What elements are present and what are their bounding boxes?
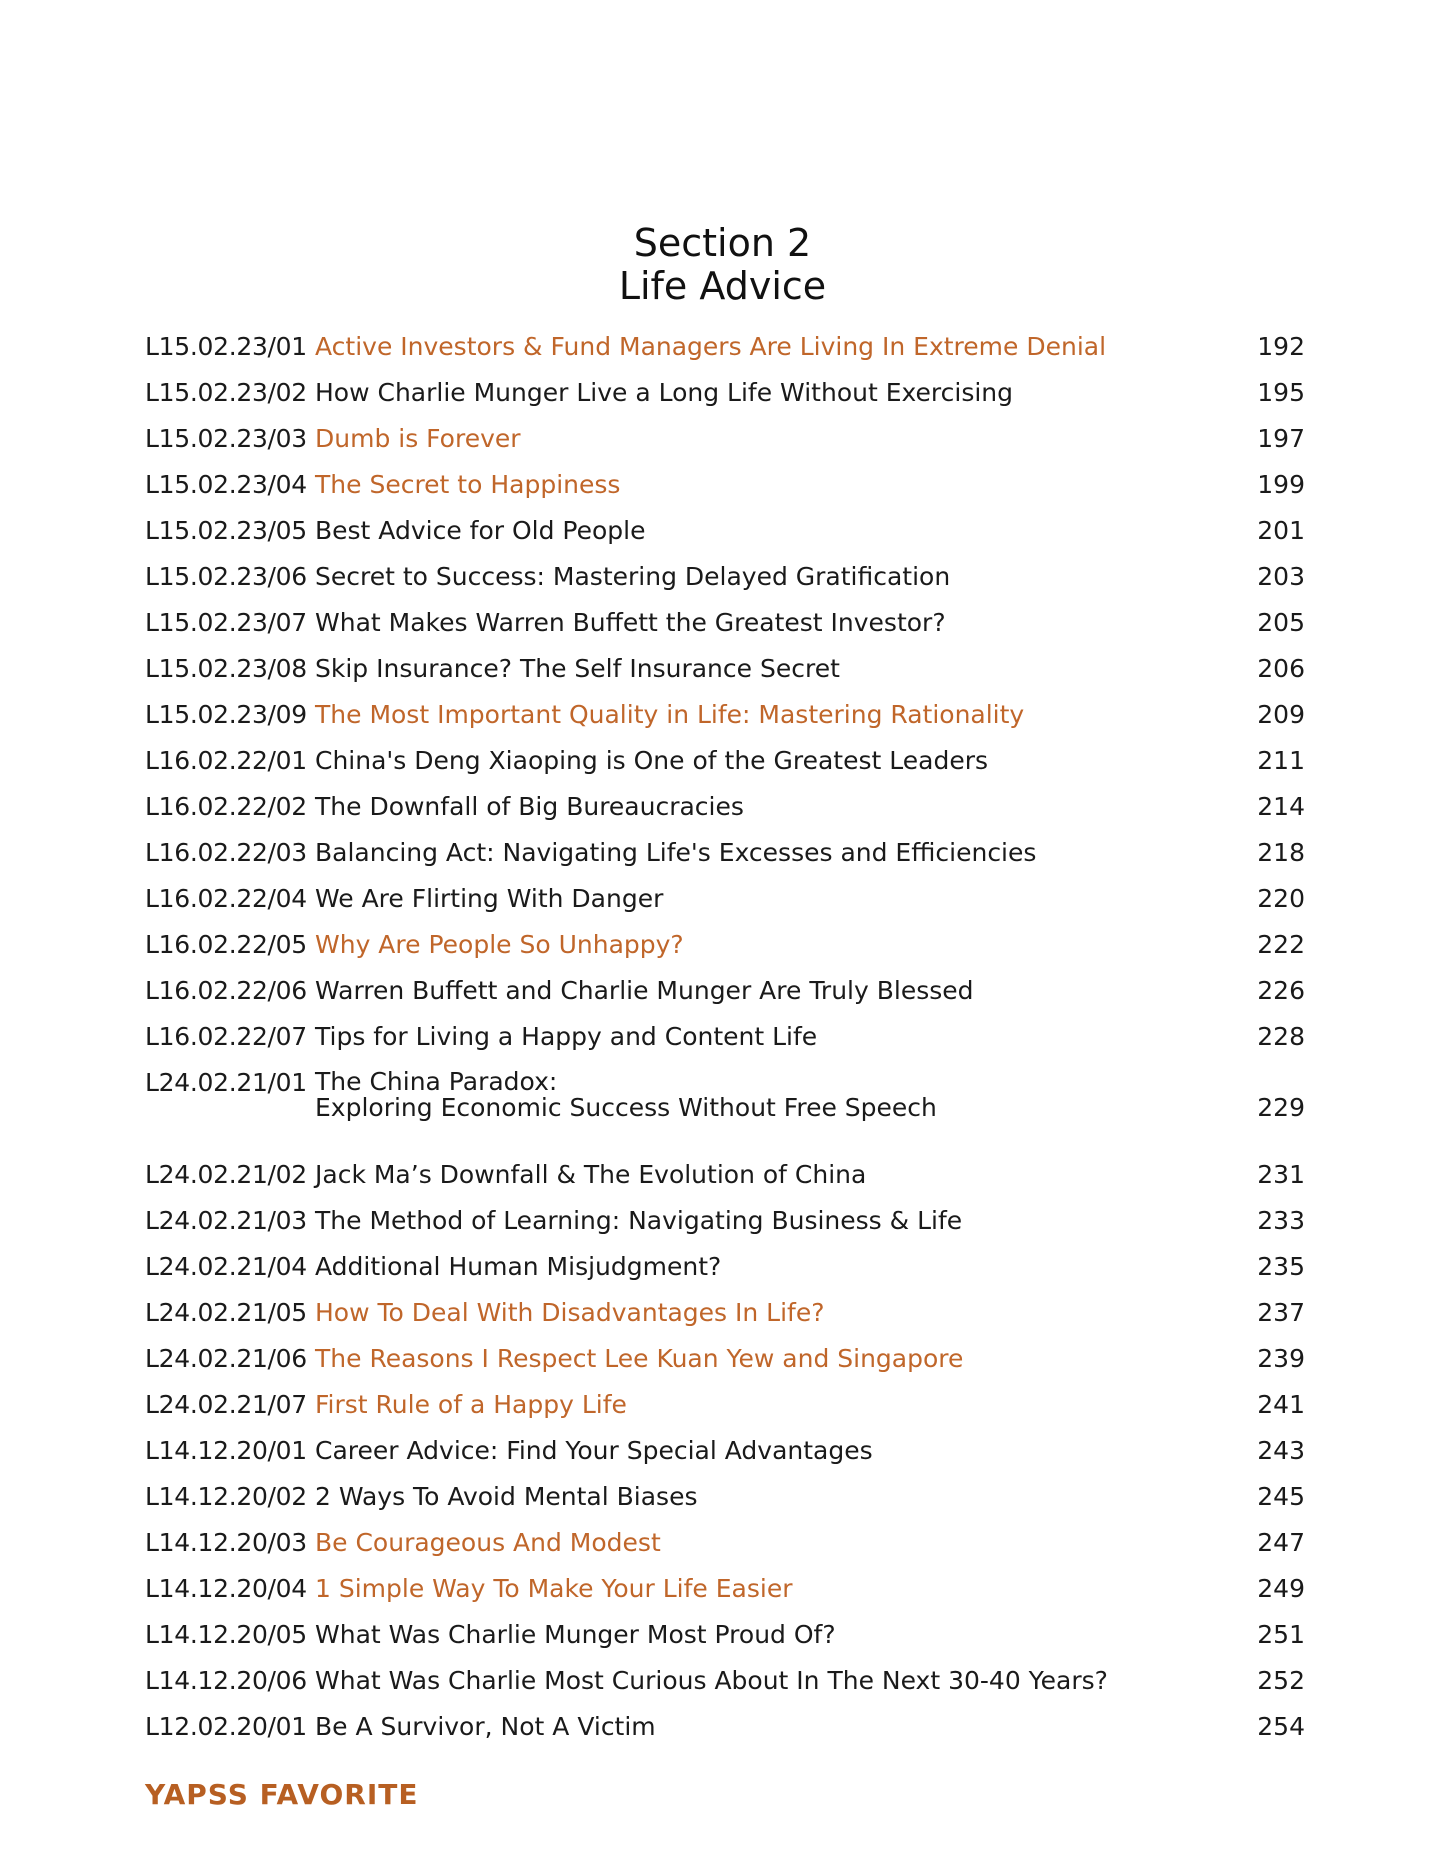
entry-page-number: 209	[1257, 700, 1305, 729]
entry-code: L14.12.20/04	[145, 1574, 307, 1603]
entry-code: L24.02.21/05	[145, 1298, 307, 1327]
toc-entry[interactable]	[145, 1065, 1305, 1157]
section-title: Life Advice	[618, 264, 827, 308]
entry-page-number: 211	[1257, 746, 1305, 775]
entry-title[interactable]: Be A Survivor, Not A Victim	[315, 1712, 656, 1741]
entry-title[interactable]: We Are Flirting With Danger	[315, 884, 664, 913]
entry-page-number: 249	[1257, 1574, 1305, 1603]
entry-page-number: 245	[1257, 1482, 1305, 1511]
toc-entry[interactable]	[145, 1203, 1305, 1249]
entry-page-number: 254	[1257, 1712, 1305, 1741]
entry-page-number: 247	[1257, 1528, 1305, 1557]
entry-code: L16.02.22/01	[145, 746, 307, 775]
toc-entry[interactable]	[145, 789, 1305, 835]
favorite-legend: YAPSS FAVORITE	[145, 1778, 419, 1811]
toc-entry[interactable]	[145, 1525, 1305, 1571]
toc-entry[interactable]	[145, 605, 1305, 651]
entry-page-number: 206	[1257, 654, 1305, 683]
entry-code: L16.02.22/04	[145, 884, 307, 913]
entry-code: L12.02.20/01	[145, 1712, 307, 1741]
entry-title[interactable]: How Charlie Munger Live a Long Life Without Exercising	[315, 378, 1014, 407]
entry-page-number: 192	[1257, 332, 1305, 361]
entry-page-number: 243	[1257, 1436, 1305, 1465]
toc-entry[interactable]	[145, 513, 1305, 559]
toc-entry[interactable]	[145, 1341, 1305, 1387]
entry-code: L15.02.23/09	[145, 700, 307, 729]
entry-code: L16.02.22/03	[145, 838, 307, 867]
toc-entry[interactable]	[145, 1479, 1305, 1525]
toc-entry[interactable]	[145, 697, 1305, 743]
entry-title[interactable]: The Most Important Quality in Life: Mastering Rationality	[315, 700, 1025, 729]
entry-page-number: 235	[1257, 1252, 1305, 1281]
entry-code: L24.02.21/04	[145, 1252, 307, 1281]
toc-entry[interactable]	[145, 375, 1305, 421]
entry-title[interactable]: Additional Human Misjudgment?	[315, 1252, 722, 1281]
toc-entry[interactable]	[145, 973, 1305, 1019]
toc-entry[interactable]	[145, 1433, 1305, 1479]
entry-code: L15.02.23/08	[145, 654, 307, 683]
entry-title[interactable]: Why Are People So Unhappy?	[315, 930, 684, 959]
toc-entry[interactable]	[145, 1663, 1305, 1709]
entry-code: L15.02.23/05	[145, 516, 307, 545]
entry-page-number: 197	[1257, 424, 1305, 453]
entry-title[interactable]: What Makes Warren Buffett the Greatest Investor?	[315, 608, 946, 637]
entry-page-number: 220	[1257, 884, 1305, 913]
entry-title[interactable]: What Was Charlie Most Curious About In The Next 30-40 Years?	[315, 1666, 1108, 1695]
entry-title[interactable]: How To Deal With Disadvantages In Life?	[315, 1298, 825, 1327]
entry-code: L15.02.23/07	[145, 608, 307, 637]
entry-title-line-1: The China Paradox:	[315, 1067, 558, 1096]
entry-page-number: 203	[1257, 562, 1305, 591]
entry-title[interactable]: The Secret to Happiness	[315, 470, 621, 499]
entry-code: L16.02.22/05	[145, 930, 307, 959]
section-heading	[0, 222, 1445, 308]
entry-title-line-2: Exploring Economic Success Without Free Speech	[315, 1093, 937, 1122]
entry-page-number: 241	[1257, 1390, 1305, 1419]
entry-page-number: 252	[1257, 1666, 1305, 1695]
entry-code: L15.02.23/04	[145, 470, 307, 499]
entry-title[interactable]: Tips for Living a Happy and Content Life	[315, 1022, 818, 1051]
entry-title[interactable]: 1 Simple Way To Make Your Life Easier	[315, 1574, 793, 1603]
entry-code: L14.12.20/05	[145, 1620, 307, 1649]
toc-entry[interactable]	[145, 881, 1305, 927]
toc-entry[interactable]	[145, 1157, 1305, 1203]
toc-entry[interactable]	[145, 421, 1305, 467]
entry-page-number: 231	[1257, 1160, 1305, 1189]
entry-page-number: 251	[1257, 1620, 1305, 1649]
entry-code: L24.02.21/06	[145, 1344, 307, 1373]
entry-page-number: 195	[1257, 378, 1305, 407]
entry-code: L15.02.23/06	[145, 562, 307, 591]
toc-entry[interactable]	[145, 1019, 1305, 1065]
entry-page-number: 214	[1257, 792, 1305, 821]
entry-page-number: 228	[1257, 1022, 1305, 1051]
entry-title[interactable]: Active Investors & Fund Managers Are Living In Extreme Denial	[315, 332, 1107, 361]
toc-entry[interactable]	[145, 1617, 1305, 1663]
entry-page-number: 239	[1257, 1344, 1305, 1373]
entry-page-number: 237	[1257, 1298, 1305, 1327]
entry-title[interactable]: China's Deng Xiaoping is One of the Greatest Leaders	[315, 746, 988, 775]
entry-title[interactable]: Career Advice: Find Your Special Advantages	[315, 1436, 873, 1465]
entry-title[interactable]: Secret to Success: Mastering Delayed Gratification	[315, 562, 951, 591]
entry-page-number: 229	[1257, 1093, 1305, 1122]
toc-entry[interactable]	[145, 743, 1305, 789]
entry-title[interactable]: Balancing Act: Navigating Life's Excesses and Efficiencies	[315, 838, 1037, 867]
entry-page-number: 201	[1257, 516, 1305, 545]
entry-page-number: 205	[1257, 608, 1305, 637]
toc-entry[interactable]	[145, 1387, 1305, 1433]
entry-code: L24.02.21/02	[145, 1160, 307, 1189]
entry-title[interactable]: 2 Ways To Avoid Mental Biases	[315, 1482, 698, 1511]
entry-title[interactable]: The Method of Learning: Navigating Business & Life	[315, 1206, 963, 1235]
toc-entry[interactable]	[145, 651, 1305, 697]
entry-title[interactable]: First Rule of a Happy Life	[315, 1390, 627, 1419]
toc-entry[interactable]	[145, 1295, 1305, 1341]
toc-entry[interactable]	[145, 927, 1305, 973]
toc-entry[interactable]	[145, 1571, 1305, 1617]
entry-code: L16.02.22/02	[145, 792, 307, 821]
entry-title[interactable]: The Reasons I Respect Lee Kuan Yew and Singapore	[315, 1344, 964, 1373]
entry-title[interactable]: Warren Buffett and Charlie Munger Are Truly Blessed	[315, 976, 974, 1005]
entry-code: L15.02.23/03	[145, 424, 307, 453]
entry-title[interactable]: Be Courageous And Modest	[315, 1528, 661, 1557]
entry-code: L15.02.23/02	[145, 378, 307, 407]
toc-entry[interactable]	[145, 1709, 1305, 1755]
entry-page-number: 218	[1257, 838, 1305, 867]
toc-entry[interactable]	[145, 835, 1305, 881]
entry-code: L24.02.21/07	[145, 1390, 307, 1419]
entry-title[interactable]	[315, 1069, 1215, 1121]
entry-title[interactable]: What Was Charlie Munger Most Proud Of?	[315, 1620, 836, 1649]
toc-entry[interactable]	[145, 467, 1305, 513]
table-of-contents	[145, 329, 1305, 1755]
entry-title[interactable]: The Downfall of Big Bureaucracies	[315, 792, 744, 821]
entry-code: L24.02.21/03	[145, 1206, 307, 1235]
entry-code: L15.02.23/01	[145, 332, 307, 361]
entry-code: L14.12.20/06	[145, 1666, 307, 1695]
toc-entry[interactable]	[145, 559, 1305, 605]
entry-code: L14.12.20/03	[145, 1528, 307, 1557]
entry-code: L16.02.22/06	[145, 976, 307, 1005]
entry-page-number: 226	[1257, 976, 1305, 1005]
entry-title[interactable]: Skip Insurance? The Self Insurance Secret	[315, 654, 840, 683]
entry-page-number: 222	[1257, 930, 1305, 959]
entry-code: L24.02.21/01	[145, 1068, 307, 1097]
toc-entry[interactable]	[145, 329, 1305, 375]
entry-title[interactable]: Jack Ma’s Downfall & The Evolution of China	[315, 1160, 867, 1189]
entry-code: L14.12.20/02	[145, 1482, 307, 1511]
toc-entry[interactable]	[145, 1249, 1305, 1295]
entry-title[interactable]: Best Advice for Old People	[315, 516, 646, 545]
entry-page-number: 233	[1257, 1206, 1305, 1235]
section-number: Section 2	[633, 221, 812, 265]
entry-page-number: 199	[1257, 470, 1305, 499]
entry-code: L16.02.22/07	[145, 1022, 307, 1051]
entry-code: L14.12.20/01	[145, 1436, 307, 1465]
entry-title[interactable]: Dumb is Forever	[315, 424, 521, 453]
